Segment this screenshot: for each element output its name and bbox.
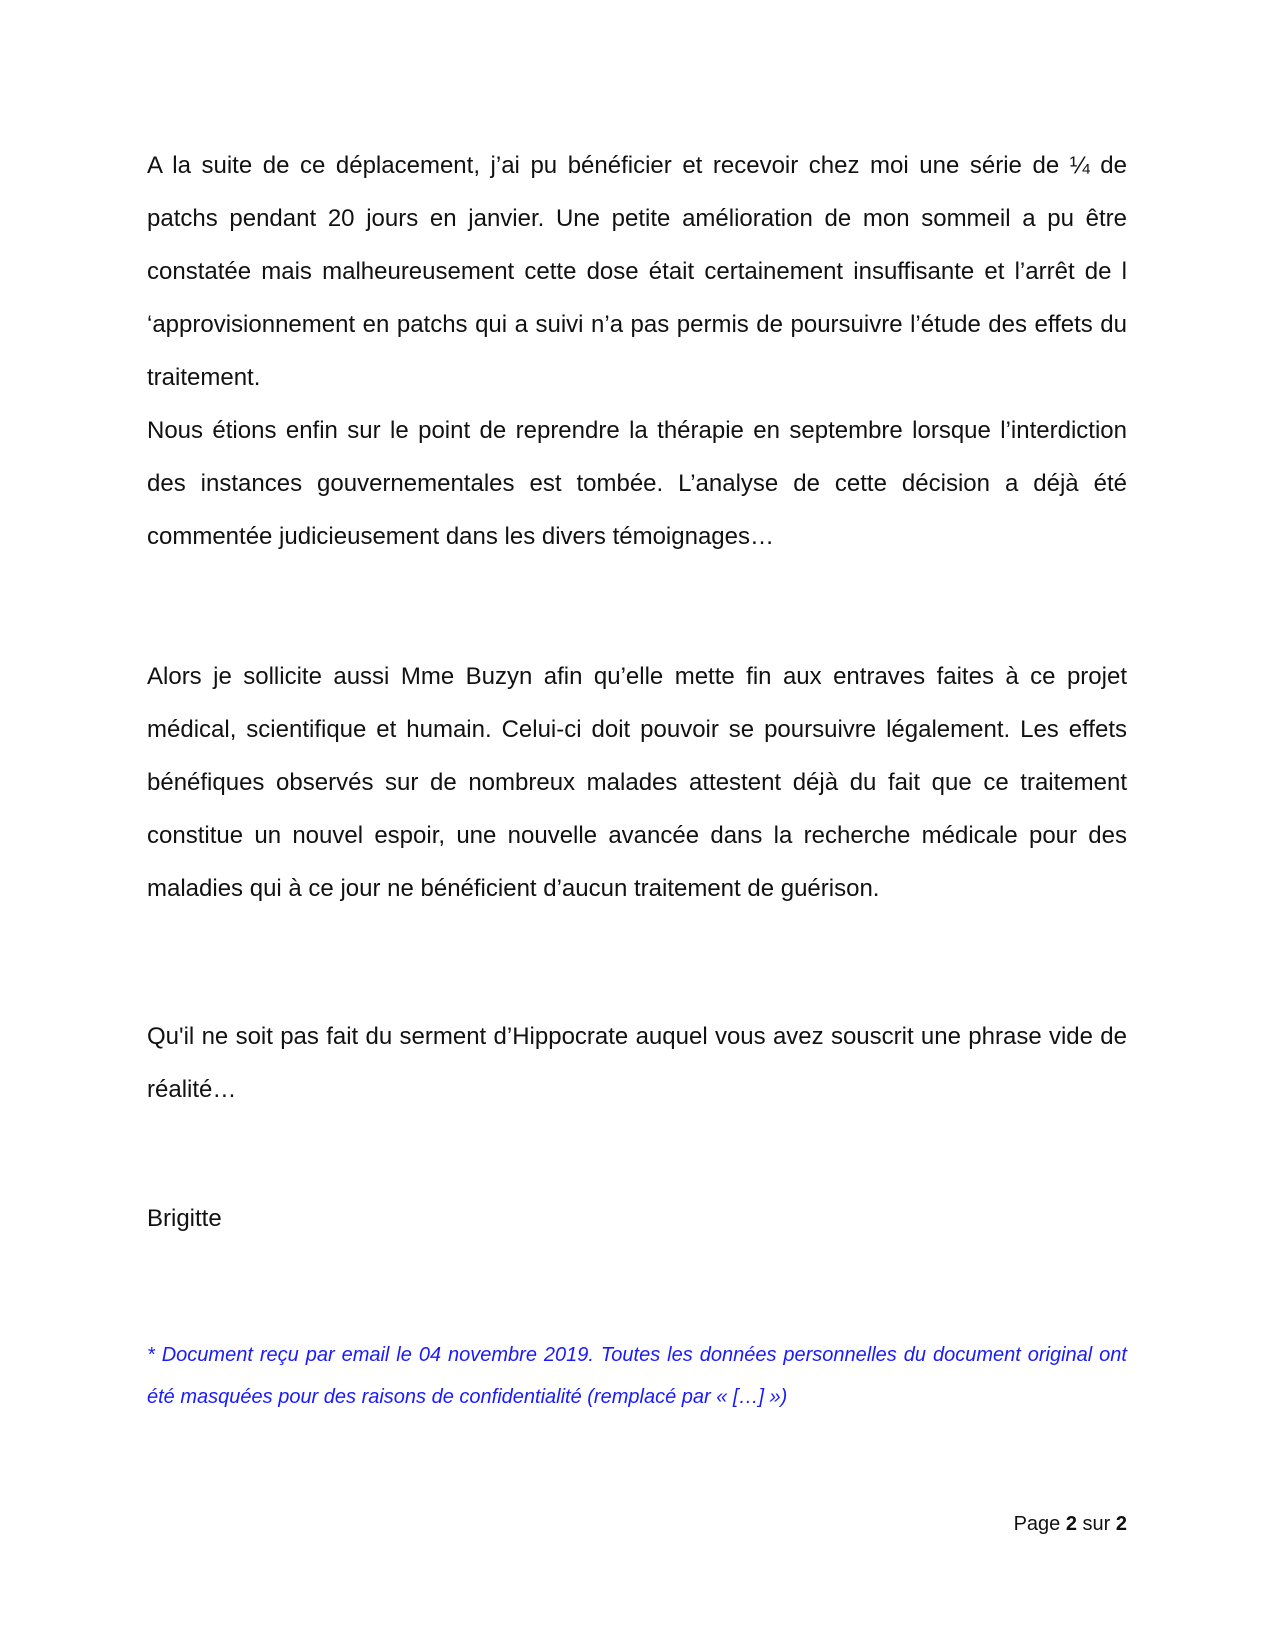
footnote: * Document reçu par email le 04 novembre 2019. Toutes les données personnelles du document original ont été masquées pour des raisons de confidentialité (remplacé par « […] ») [147,1344,1127,1408]
paragraph-1: A la suite de ce déplacement, j’ai pu bénéficier et recevoir chez moi une série de ¼ de patchs pendant 20 jours en janvier. Une petite amélioration de mon sommeil a pu être constatée mais malheureusement cette dose était certainement insuffisante et l’arrêt de l ‘approvisionnement en patchs qui a suivi n’a pas permis de poursuivre l’étude des effets du traitement. [147,152,1127,391]
page-current: 2 [1065,1513,1077,1535]
page-number [1014,1513,1127,1536]
page-total: 2 [1115,1513,1127,1535]
page-label-middle: sur [1076,1513,1116,1535]
signature: Brigitte [147,1205,222,1232]
paragraph-3: Alors je sollicite aussi Mme Buzyn afin qu’elle mette fin aux entraves faites à ce projet médical, scientifique et humain. Celui-ci doit pouvoir se poursuivre légalement. Les effets bénéfiques observés sur de nombreux malades attestent déjà du fait que ce traitement constitue un nouvel espoir, une nouvelle avancée dans la recherche médicale pour des maladies qui à ce jour ne bénéficient d’aucun traitement de guérison. [147,663,1127,902]
page-label-prefix: Page [1013,1513,1066,1535]
paragraph-2: Nous étions enfin sur le point de reprendre la thérapie en septembre lorsque l’interdiction des instances gouvernementales est tombée. L’analyse de cette décision a déjà été commentée judicieusement dans les divers témoignages… [147,417,1127,550]
paragraph-4: Qu'il ne soit pas fait du serment d’Hippocrate auquel vous avez souscrit une phrase vide de réalité… [147,1023,1127,1103]
